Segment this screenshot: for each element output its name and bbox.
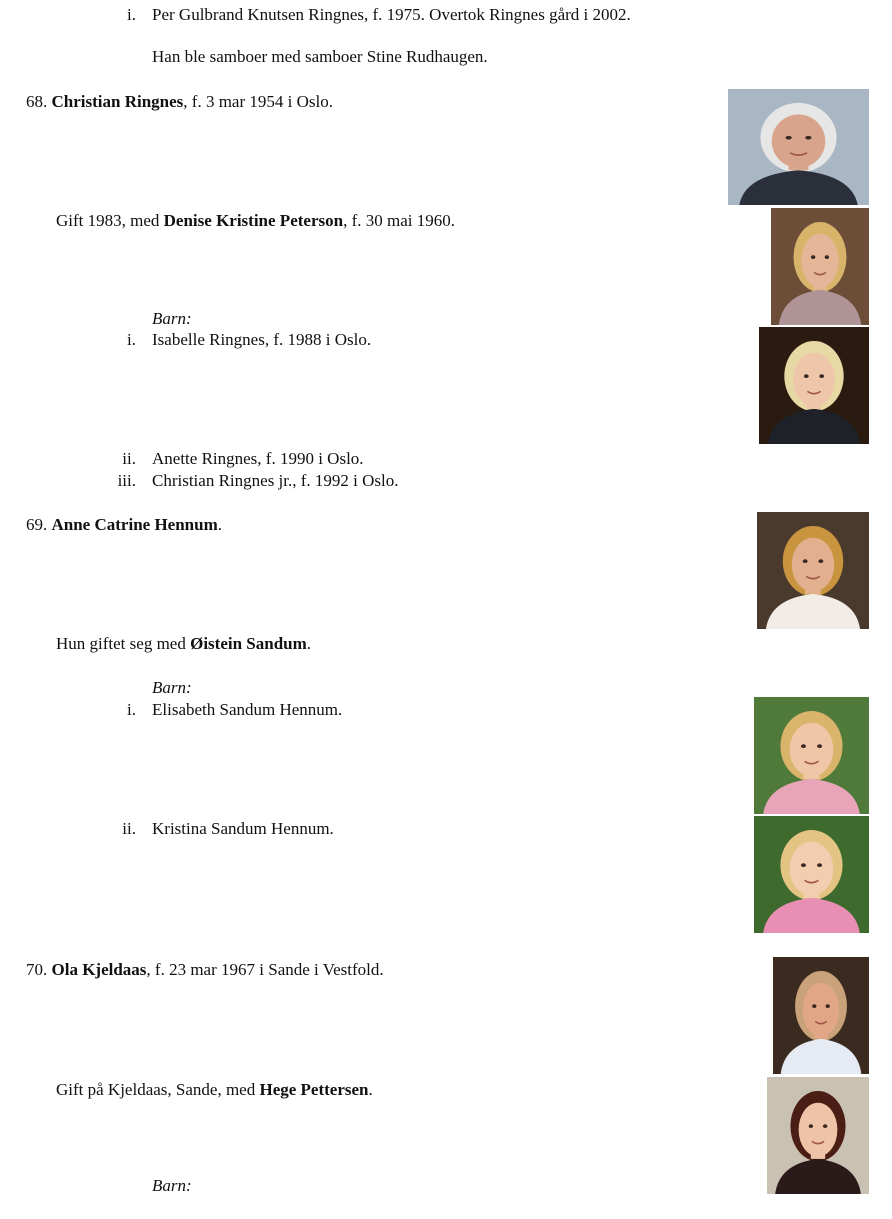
marriage-suffix: . bbox=[368, 1080, 373, 1099]
person-details: , f. 3 mar 1954 i Oslo. bbox=[183, 92, 333, 111]
child-text: Christian Ringnes jr., f. 1992 i Oslo. bbox=[152, 471, 399, 490]
person-name: Christian Ringnes bbox=[51, 92, 184, 111]
entry-heading bbox=[26, 959, 384, 981]
portrait-photo-isabelle-ringnes bbox=[759, 327, 869, 444]
children-label: Barn: bbox=[152, 309, 192, 328]
child-number: i. bbox=[127, 330, 136, 349]
portrait-photo-anne-catrine-hennum bbox=[757, 512, 869, 629]
child-text: Per Gulbrand Knutsen Ringnes, f. 1975. Overtok Ringnes gård i 2002. bbox=[152, 5, 631, 24]
spouse-name: Denise Kristine Peterson bbox=[163, 211, 344, 230]
child-number: ii. bbox=[122, 449, 136, 468]
child-text: Kristina Sandum Hennum. bbox=[152, 819, 334, 838]
marriage-line bbox=[56, 210, 455, 232]
marriage-prefix: Gift 1983, med bbox=[56, 211, 164, 230]
child-number: ii. bbox=[122, 819, 136, 838]
child-text: Elisabeth Sandum Hennum. bbox=[152, 700, 343, 719]
portrait-photo-kristina-sandum-hennum bbox=[754, 816, 869, 933]
entry-number: 68. bbox=[26, 92, 48, 111]
children-label: Barn: bbox=[152, 1176, 192, 1195]
child-number: i. bbox=[127, 700, 136, 719]
spouse-name: Øistein Sandum bbox=[190, 634, 307, 653]
entry-heading bbox=[26, 91, 333, 113]
portrait-photo-ola-kjeldaas bbox=[773, 957, 869, 1074]
person-details: . bbox=[217, 515, 222, 534]
child-number: i. bbox=[127, 5, 136, 24]
marriage-line bbox=[56, 1079, 373, 1101]
child-text: Anette Ringnes, f. 1990 i Oslo. bbox=[152, 449, 364, 468]
entry-number: 69. bbox=[26, 515, 48, 534]
person-name: Ola Kjeldaas bbox=[51, 960, 147, 979]
child-number: iii. bbox=[117, 471, 136, 490]
entry-heading bbox=[26, 514, 222, 536]
marriage-prefix: Gift på Kjeldaas, Sande, med bbox=[56, 1080, 260, 1099]
marriage-suffix: . bbox=[306, 634, 312, 653]
child-note: Han ble samboer med samboer Stine Rudhaugen. bbox=[152, 47, 488, 66]
portrait-photo-denise-kristine-peterson bbox=[771, 208, 869, 325]
marriage-prefix: Hun giftet seg med bbox=[56, 634, 191, 653]
portrait-photo-christian-ringnes bbox=[728, 89, 869, 205]
person-name: Anne Catrine Hennum bbox=[51, 515, 218, 534]
entry-number: 70. bbox=[26, 960, 48, 979]
children-label: Barn: bbox=[152, 678, 192, 697]
portrait-photo-elisabeth-sandum-hennum bbox=[754, 697, 869, 814]
marriage-suffix: , f. 30 mai 1960. bbox=[343, 211, 455, 230]
child-text: Isabelle Ringnes, f. 1988 i Oslo. bbox=[152, 330, 372, 349]
portrait-photo-hege-pettersen bbox=[767, 1077, 869, 1194]
spouse-name: Hege Pettersen bbox=[259, 1080, 369, 1099]
marriage-line bbox=[56, 633, 311, 655]
person-details: , f. 23 mar 1967 i Sande i Vestfold. bbox=[146, 960, 384, 979]
